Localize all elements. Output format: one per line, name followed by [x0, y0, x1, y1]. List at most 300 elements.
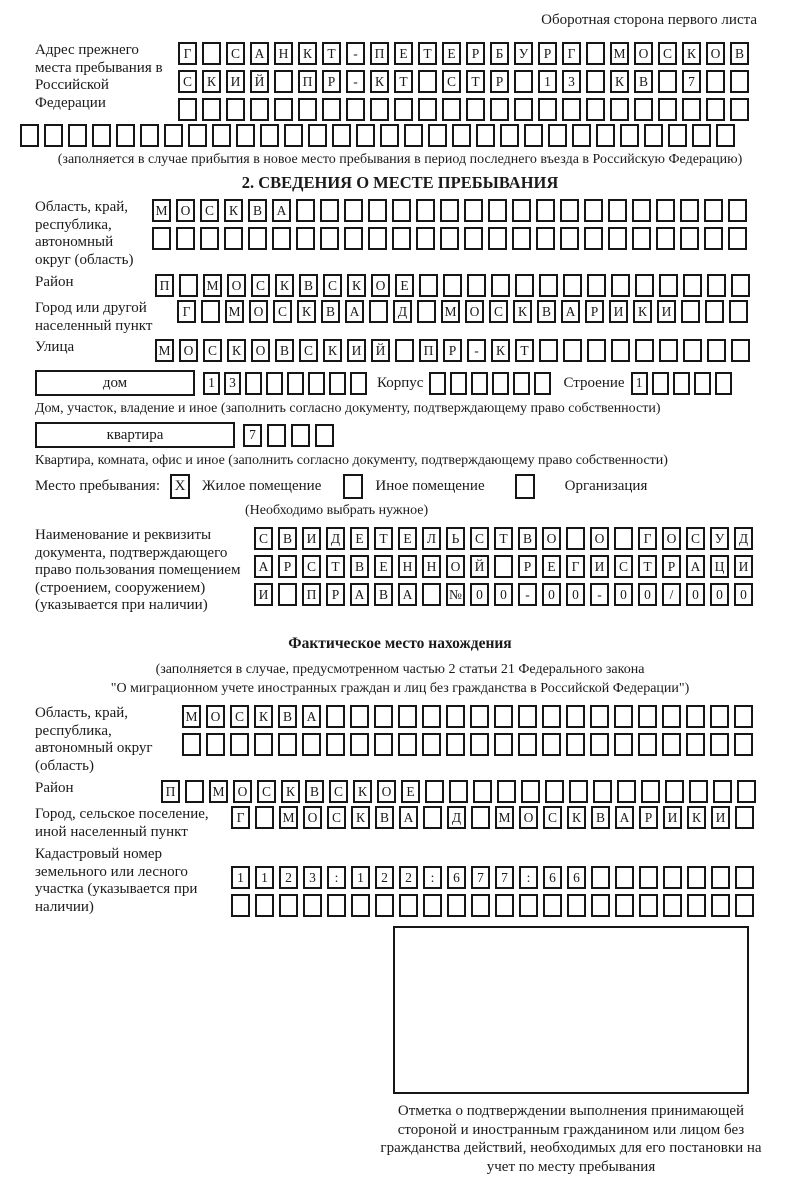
char-cell[interactable]	[611, 274, 630, 297]
char-cell[interactable]	[399, 894, 418, 917]
char-cell[interactable]: Е	[398, 527, 417, 550]
char-cell[interactable]	[140, 124, 159, 147]
char-cell[interactable]	[370, 98, 389, 121]
char-cell[interactable]	[291, 424, 310, 447]
char-cell[interactable]: И	[663, 806, 682, 829]
organization-checkbox[interactable]	[515, 474, 535, 499]
char-cell[interactable]	[302, 733, 321, 756]
char-cell[interactable]: Л	[422, 527, 441, 550]
char-cell[interactable]: А	[561, 300, 580, 323]
char-cell[interactable]: Ь	[446, 527, 465, 550]
char-cell[interactable]	[470, 705, 489, 728]
char-cell[interactable]	[320, 227, 339, 250]
char-cell[interactable]	[707, 339, 726, 362]
char-cell[interactable]: 2	[279, 866, 298, 889]
char-cell[interactable]: О	[233, 780, 252, 803]
char-cell[interactable]: О	[179, 339, 198, 362]
char-cell[interactable]	[164, 124, 183, 147]
char-cell[interactable]: М	[225, 300, 244, 323]
char-cell[interactable]	[566, 705, 585, 728]
char-cell[interactable]: Р	[585, 300, 604, 323]
char-cell[interactable]: 3	[303, 866, 322, 889]
char-cell[interactable]	[212, 124, 231, 147]
char-cell[interactable]	[638, 705, 657, 728]
char-cell[interactable]	[608, 227, 627, 250]
char-cell[interactable]: В	[730, 42, 749, 65]
char-cell[interactable]	[644, 124, 663, 147]
char-cell[interactable]: С	[226, 42, 245, 65]
char-cell[interactable]: О	[706, 42, 725, 65]
char-cell[interactable]	[687, 894, 706, 917]
char-cell[interactable]: В	[518, 527, 537, 550]
char-cell[interactable]: О	[542, 527, 561, 550]
char-cell[interactable]	[572, 124, 591, 147]
char-cell[interactable]	[398, 733, 417, 756]
char-cell[interactable]: Е	[394, 42, 413, 65]
char-cell[interactable]	[488, 227, 507, 250]
char-cell[interactable]	[586, 70, 605, 93]
char-cell[interactable]: С	[251, 274, 270, 297]
char-cell[interactable]	[394, 98, 413, 121]
char-cell[interactable]: Н	[398, 555, 417, 578]
char-cell[interactable]: Е	[401, 780, 420, 803]
char-cell[interactable]	[322, 98, 341, 121]
char-cell[interactable]	[416, 227, 435, 250]
char-cell[interactable]	[278, 733, 297, 756]
char-cell[interactable]: 0	[710, 583, 729, 606]
char-cell[interactable]	[614, 705, 633, 728]
char-cell[interactable]: П	[370, 42, 389, 65]
char-cell[interactable]: С	[543, 806, 562, 829]
char-cell[interactable]	[694, 372, 711, 395]
char-cell[interactable]	[615, 894, 634, 917]
char-cell[interactable]	[656, 227, 675, 250]
char-cell[interactable]	[560, 227, 579, 250]
char-cell[interactable]	[620, 124, 639, 147]
char-cell[interactable]	[614, 733, 633, 756]
char-cell[interactable]: П	[419, 339, 438, 362]
char-cell[interactable]	[182, 733, 201, 756]
char-cell[interactable]	[92, 124, 111, 147]
char-cell[interactable]	[488, 199, 507, 222]
char-cell[interactable]: М	[279, 806, 298, 829]
char-cell[interactable]	[279, 894, 298, 917]
char-cell[interactable]	[471, 806, 490, 829]
char-cell[interactable]	[713, 780, 732, 803]
char-cell[interactable]	[422, 583, 441, 606]
char-cell[interactable]	[308, 372, 325, 395]
char-cell[interactable]	[226, 98, 245, 121]
char-cell[interactable]: Н	[422, 555, 441, 578]
char-cell[interactable]	[350, 372, 367, 395]
char-cell[interactable]	[497, 780, 516, 803]
char-cell[interactable]: К	[227, 339, 246, 362]
char-cell[interactable]: 0	[470, 583, 489, 606]
char-cell[interactable]: А	[272, 199, 291, 222]
char-cell[interactable]: В	[278, 527, 297, 550]
other-premises-checkbox[interactable]	[343, 474, 363, 499]
char-cell[interactable]: 0	[494, 583, 513, 606]
char-cell[interactable]: Р	[639, 806, 658, 829]
char-cell[interactable]	[683, 339, 702, 362]
char-cell[interactable]: Г	[562, 42, 581, 65]
char-cell[interactable]	[563, 339, 582, 362]
char-cell[interactable]	[255, 894, 274, 917]
char-cell[interactable]	[680, 227, 699, 250]
char-cell[interactable]	[308, 124, 327, 147]
char-cell[interactable]: Т	[638, 555, 657, 578]
char-cell[interactable]: А	[302, 705, 321, 728]
char-cell[interactable]	[729, 300, 748, 323]
char-cell[interactable]	[470, 733, 489, 756]
char-cell[interactable]: М	[441, 300, 460, 323]
char-cell[interactable]	[617, 780, 636, 803]
char-cell[interactable]: Г	[178, 42, 197, 65]
char-cell[interactable]	[711, 866, 730, 889]
char-cell[interactable]	[641, 780, 660, 803]
char-cell[interactable]	[610, 98, 629, 121]
char-cell[interactable]: К	[610, 70, 629, 93]
char-cell[interactable]	[494, 733, 513, 756]
char-cell[interactable]	[440, 199, 459, 222]
char-cell[interactable]	[471, 372, 488, 395]
char-cell[interactable]	[419, 274, 438, 297]
char-cell[interactable]: А	[254, 555, 273, 578]
char-cell[interactable]	[230, 733, 249, 756]
char-cell[interactable]: И	[590, 555, 609, 578]
char-cell[interactable]	[682, 98, 701, 121]
char-cell[interactable]: Д	[734, 527, 753, 550]
char-cell[interactable]: 1	[538, 70, 557, 93]
char-cell[interactable]: Р	[443, 339, 462, 362]
char-cell[interactable]: А	[615, 806, 634, 829]
char-cell[interactable]: Г	[231, 806, 250, 829]
char-cell[interactable]	[512, 199, 531, 222]
char-cell[interactable]: А	[350, 583, 369, 606]
char-cell[interactable]: Р	[490, 70, 509, 93]
char-cell[interactable]	[422, 705, 441, 728]
char-cell[interactable]: К	[491, 339, 510, 362]
char-cell[interactable]: 0	[734, 583, 753, 606]
char-cell[interactable]: 7	[243, 424, 262, 447]
char-cell[interactable]	[272, 227, 291, 250]
char-cell[interactable]: 1	[631, 372, 648, 395]
char-cell[interactable]: С	[230, 705, 249, 728]
char-cell[interactable]	[176, 227, 195, 250]
char-cell[interactable]	[466, 98, 485, 121]
char-cell[interactable]: Е	[542, 555, 561, 578]
char-cell[interactable]: Е	[374, 555, 393, 578]
char-cell[interactable]: :	[327, 866, 346, 889]
residential-premises-checkbox[interactable]: X	[170, 474, 190, 499]
char-cell[interactable]: М	[152, 199, 171, 222]
char-cell[interactable]: В	[537, 300, 556, 323]
char-cell[interactable]	[464, 199, 483, 222]
char-cell[interactable]: К	[633, 300, 652, 323]
char-cell[interactable]	[542, 705, 561, 728]
char-cell[interactable]: :	[519, 866, 538, 889]
char-cell[interactable]: Р	[662, 555, 681, 578]
char-cell[interactable]	[179, 274, 198, 297]
char-cell[interactable]: В	[278, 705, 297, 728]
char-cell[interactable]: О	[662, 527, 681, 550]
char-cell[interactable]: Р	[466, 42, 485, 65]
char-cell[interactable]	[380, 124, 399, 147]
char-cell[interactable]: О	[227, 274, 246, 297]
char-cell[interactable]: Ц	[710, 555, 729, 578]
char-cell[interactable]	[440, 227, 459, 250]
char-cell[interactable]	[236, 124, 255, 147]
char-cell[interactable]: Й	[470, 555, 489, 578]
char-cell[interactable]: П	[302, 583, 321, 606]
char-cell[interactable]	[423, 894, 442, 917]
char-cell[interactable]	[416, 199, 435, 222]
char-cell[interactable]	[638, 733, 657, 756]
char-cell[interactable]	[266, 372, 283, 395]
char-cell[interactable]: М	[182, 705, 201, 728]
char-cell[interactable]: А	[686, 555, 705, 578]
char-cell[interactable]	[663, 866, 682, 889]
char-cell[interactable]: Р	[278, 555, 297, 578]
char-cell[interactable]: С	[658, 42, 677, 65]
char-cell[interactable]: В	[305, 780, 324, 803]
char-cell[interactable]: Д	[393, 300, 412, 323]
char-cell[interactable]: П	[155, 274, 174, 297]
char-cell[interactable]: С	[178, 70, 197, 93]
char-cell[interactable]: С	[323, 274, 342, 297]
char-cell[interactable]: 0	[566, 583, 585, 606]
char-cell[interactable]	[662, 705, 681, 728]
char-cell[interactable]: И	[711, 806, 730, 829]
char-cell[interactable]: К	[202, 70, 221, 93]
char-cell[interactable]: С	[299, 339, 318, 362]
char-cell[interactable]	[730, 70, 749, 93]
char-cell[interactable]	[375, 894, 394, 917]
char-cell[interactable]: К	[567, 806, 586, 829]
char-cell[interactable]	[446, 705, 465, 728]
char-cell[interactable]: 3	[224, 372, 241, 395]
char-cell[interactable]: 1	[351, 866, 370, 889]
char-cell[interactable]: П	[161, 780, 180, 803]
char-cell[interactable]: С	[614, 555, 633, 578]
char-cell[interactable]: 3	[562, 70, 581, 93]
char-cell[interactable]: О	[251, 339, 270, 362]
char-cell[interactable]	[344, 227, 363, 250]
char-cell[interactable]: М	[209, 780, 228, 803]
char-cell[interactable]	[735, 894, 754, 917]
char-cell[interactable]	[562, 98, 581, 121]
char-cell[interactable]	[255, 806, 274, 829]
char-cell[interactable]	[731, 339, 750, 362]
char-cell[interactable]: К	[281, 780, 300, 803]
char-cell[interactable]	[512, 227, 531, 250]
char-cell[interactable]	[351, 894, 370, 917]
char-cell[interactable]: О	[371, 274, 390, 297]
char-cell[interactable]	[284, 124, 303, 147]
char-cell[interactable]: В	[375, 806, 394, 829]
char-cell[interactable]	[350, 705, 369, 728]
char-cell[interactable]	[615, 866, 634, 889]
char-cell[interactable]	[260, 124, 279, 147]
char-cell[interactable]	[665, 780, 684, 803]
char-cell[interactable]	[450, 372, 467, 395]
char-cell[interactable]	[680, 199, 699, 222]
char-cell[interactable]: Т	[322, 42, 341, 65]
char-cell[interactable]	[245, 372, 262, 395]
char-cell[interactable]: Б	[490, 42, 509, 65]
char-cell[interactable]	[449, 780, 468, 803]
char-cell[interactable]: С	[686, 527, 705, 550]
char-cell[interactable]	[566, 527, 585, 550]
char-cell[interactable]: Т	[466, 70, 485, 93]
char-cell[interactable]	[534, 372, 551, 395]
char-cell[interactable]: С	[203, 339, 222, 362]
char-cell[interactable]	[608, 199, 627, 222]
char-cell[interactable]	[513, 372, 530, 395]
char-cell[interactable]: 1	[255, 866, 274, 889]
char-cell[interactable]	[188, 124, 207, 147]
char-cell[interactable]	[687, 866, 706, 889]
char-cell[interactable]	[668, 124, 687, 147]
char-cell[interactable]	[514, 70, 533, 93]
char-cell[interactable]: В	[321, 300, 340, 323]
char-cell[interactable]	[659, 274, 678, 297]
char-cell[interactable]	[521, 780, 540, 803]
char-cell[interactable]	[658, 98, 677, 121]
char-cell[interactable]	[710, 733, 729, 756]
char-cell[interactable]: Г	[566, 555, 585, 578]
char-cell[interactable]	[201, 300, 220, 323]
char-cell[interactable]	[254, 733, 273, 756]
char-cell[interactable]: К	[254, 705, 273, 728]
char-cell[interactable]	[545, 780, 564, 803]
char-cell[interactable]	[735, 806, 754, 829]
char-cell[interactable]	[274, 70, 293, 93]
char-cell[interactable]: К	[682, 42, 701, 65]
char-cell[interactable]	[538, 98, 557, 121]
char-cell[interactable]	[639, 866, 658, 889]
char-cell[interactable]: О	[465, 300, 484, 323]
char-cell[interactable]	[614, 527, 633, 550]
char-cell[interactable]: К	[347, 274, 366, 297]
char-cell[interactable]: С	[470, 527, 489, 550]
char-cell[interactable]	[716, 124, 735, 147]
char-cell[interactable]: Т	[326, 555, 345, 578]
char-cell[interactable]: В	[591, 806, 610, 829]
char-cell[interactable]: 2	[399, 866, 418, 889]
char-cell[interactable]	[44, 124, 63, 147]
char-cell[interactable]: О	[634, 42, 653, 65]
char-cell[interactable]: С	[329, 780, 348, 803]
char-cell[interactable]	[471, 894, 490, 917]
char-cell[interactable]: О	[446, 555, 465, 578]
char-cell[interactable]: Р	[322, 70, 341, 93]
char-cell[interactable]	[398, 705, 417, 728]
char-cell[interactable]	[443, 274, 462, 297]
char-cell[interactable]	[706, 70, 725, 93]
char-cell[interactable]	[350, 733, 369, 756]
char-cell[interactable]	[494, 705, 513, 728]
char-cell[interactable]	[494, 555, 513, 578]
char-cell[interactable]: :	[423, 866, 442, 889]
char-cell[interactable]	[584, 199, 603, 222]
char-cell[interactable]: У	[514, 42, 533, 65]
char-cell[interactable]: С	[489, 300, 508, 323]
char-cell[interactable]	[327, 894, 346, 917]
char-cell[interactable]: М	[495, 806, 514, 829]
char-cell[interactable]	[519, 894, 538, 917]
char-cell[interactable]	[566, 733, 585, 756]
char-cell[interactable]: У	[710, 527, 729, 550]
char-cell[interactable]	[202, 42, 221, 65]
char-cell[interactable]	[686, 733, 705, 756]
char-cell[interactable]	[587, 339, 606, 362]
char-cell[interactable]: К	[353, 780, 372, 803]
char-cell[interactable]: №	[446, 583, 465, 606]
char-cell[interactable]	[706, 98, 725, 121]
char-cell[interactable]	[704, 227, 723, 250]
char-cell[interactable]	[425, 780, 444, 803]
char-cell[interactable]	[473, 780, 492, 803]
char-cell[interactable]: И	[734, 555, 753, 578]
char-cell[interactable]: К	[370, 70, 389, 93]
char-cell[interactable]	[734, 733, 753, 756]
char-cell[interactable]: В	[350, 555, 369, 578]
char-cell[interactable]: Д	[447, 806, 466, 829]
char-cell[interactable]: И	[302, 527, 321, 550]
char-cell[interactable]	[452, 124, 471, 147]
char-cell[interactable]	[514, 98, 533, 121]
char-cell[interactable]: А	[250, 42, 269, 65]
char-cell[interactable]	[681, 300, 700, 323]
char-cell[interactable]	[392, 199, 411, 222]
char-cell[interactable]: И	[657, 300, 676, 323]
char-cell[interactable]	[446, 733, 465, 756]
char-cell[interactable]: 2	[375, 866, 394, 889]
char-cell[interactable]: О	[519, 806, 538, 829]
char-cell[interactable]	[395, 339, 414, 362]
char-cell[interactable]	[185, 780, 204, 803]
char-cell[interactable]	[492, 372, 509, 395]
char-cell[interactable]: И	[254, 583, 273, 606]
char-cell[interactable]	[423, 806, 442, 829]
char-cell[interactable]: Д	[326, 527, 345, 550]
char-cell[interactable]	[202, 98, 221, 121]
char-cell[interactable]	[356, 124, 375, 147]
char-cell[interactable]: Т	[418, 42, 437, 65]
char-cell[interactable]	[464, 227, 483, 250]
char-cell[interactable]: С	[327, 806, 346, 829]
char-cell[interactable]	[560, 199, 579, 222]
char-cell[interactable]	[634, 98, 653, 121]
char-cell[interactable]	[586, 98, 605, 121]
char-cell[interactable]	[422, 733, 441, 756]
char-cell[interactable]	[686, 705, 705, 728]
char-cell[interactable]	[593, 780, 612, 803]
char-cell[interactable]: К	[224, 199, 243, 222]
char-cell[interactable]: М	[610, 42, 629, 65]
char-cell[interactable]: -	[467, 339, 486, 362]
char-cell[interactable]: П	[298, 70, 317, 93]
char-cell[interactable]	[344, 199, 363, 222]
char-cell[interactable]	[632, 199, 651, 222]
char-cell[interactable]	[632, 227, 651, 250]
char-cell[interactable]	[591, 866, 610, 889]
char-cell[interactable]	[663, 894, 682, 917]
char-cell[interactable]: Т	[494, 527, 513, 550]
char-cell[interactable]: 0	[638, 583, 657, 606]
char-cell[interactable]	[539, 339, 558, 362]
